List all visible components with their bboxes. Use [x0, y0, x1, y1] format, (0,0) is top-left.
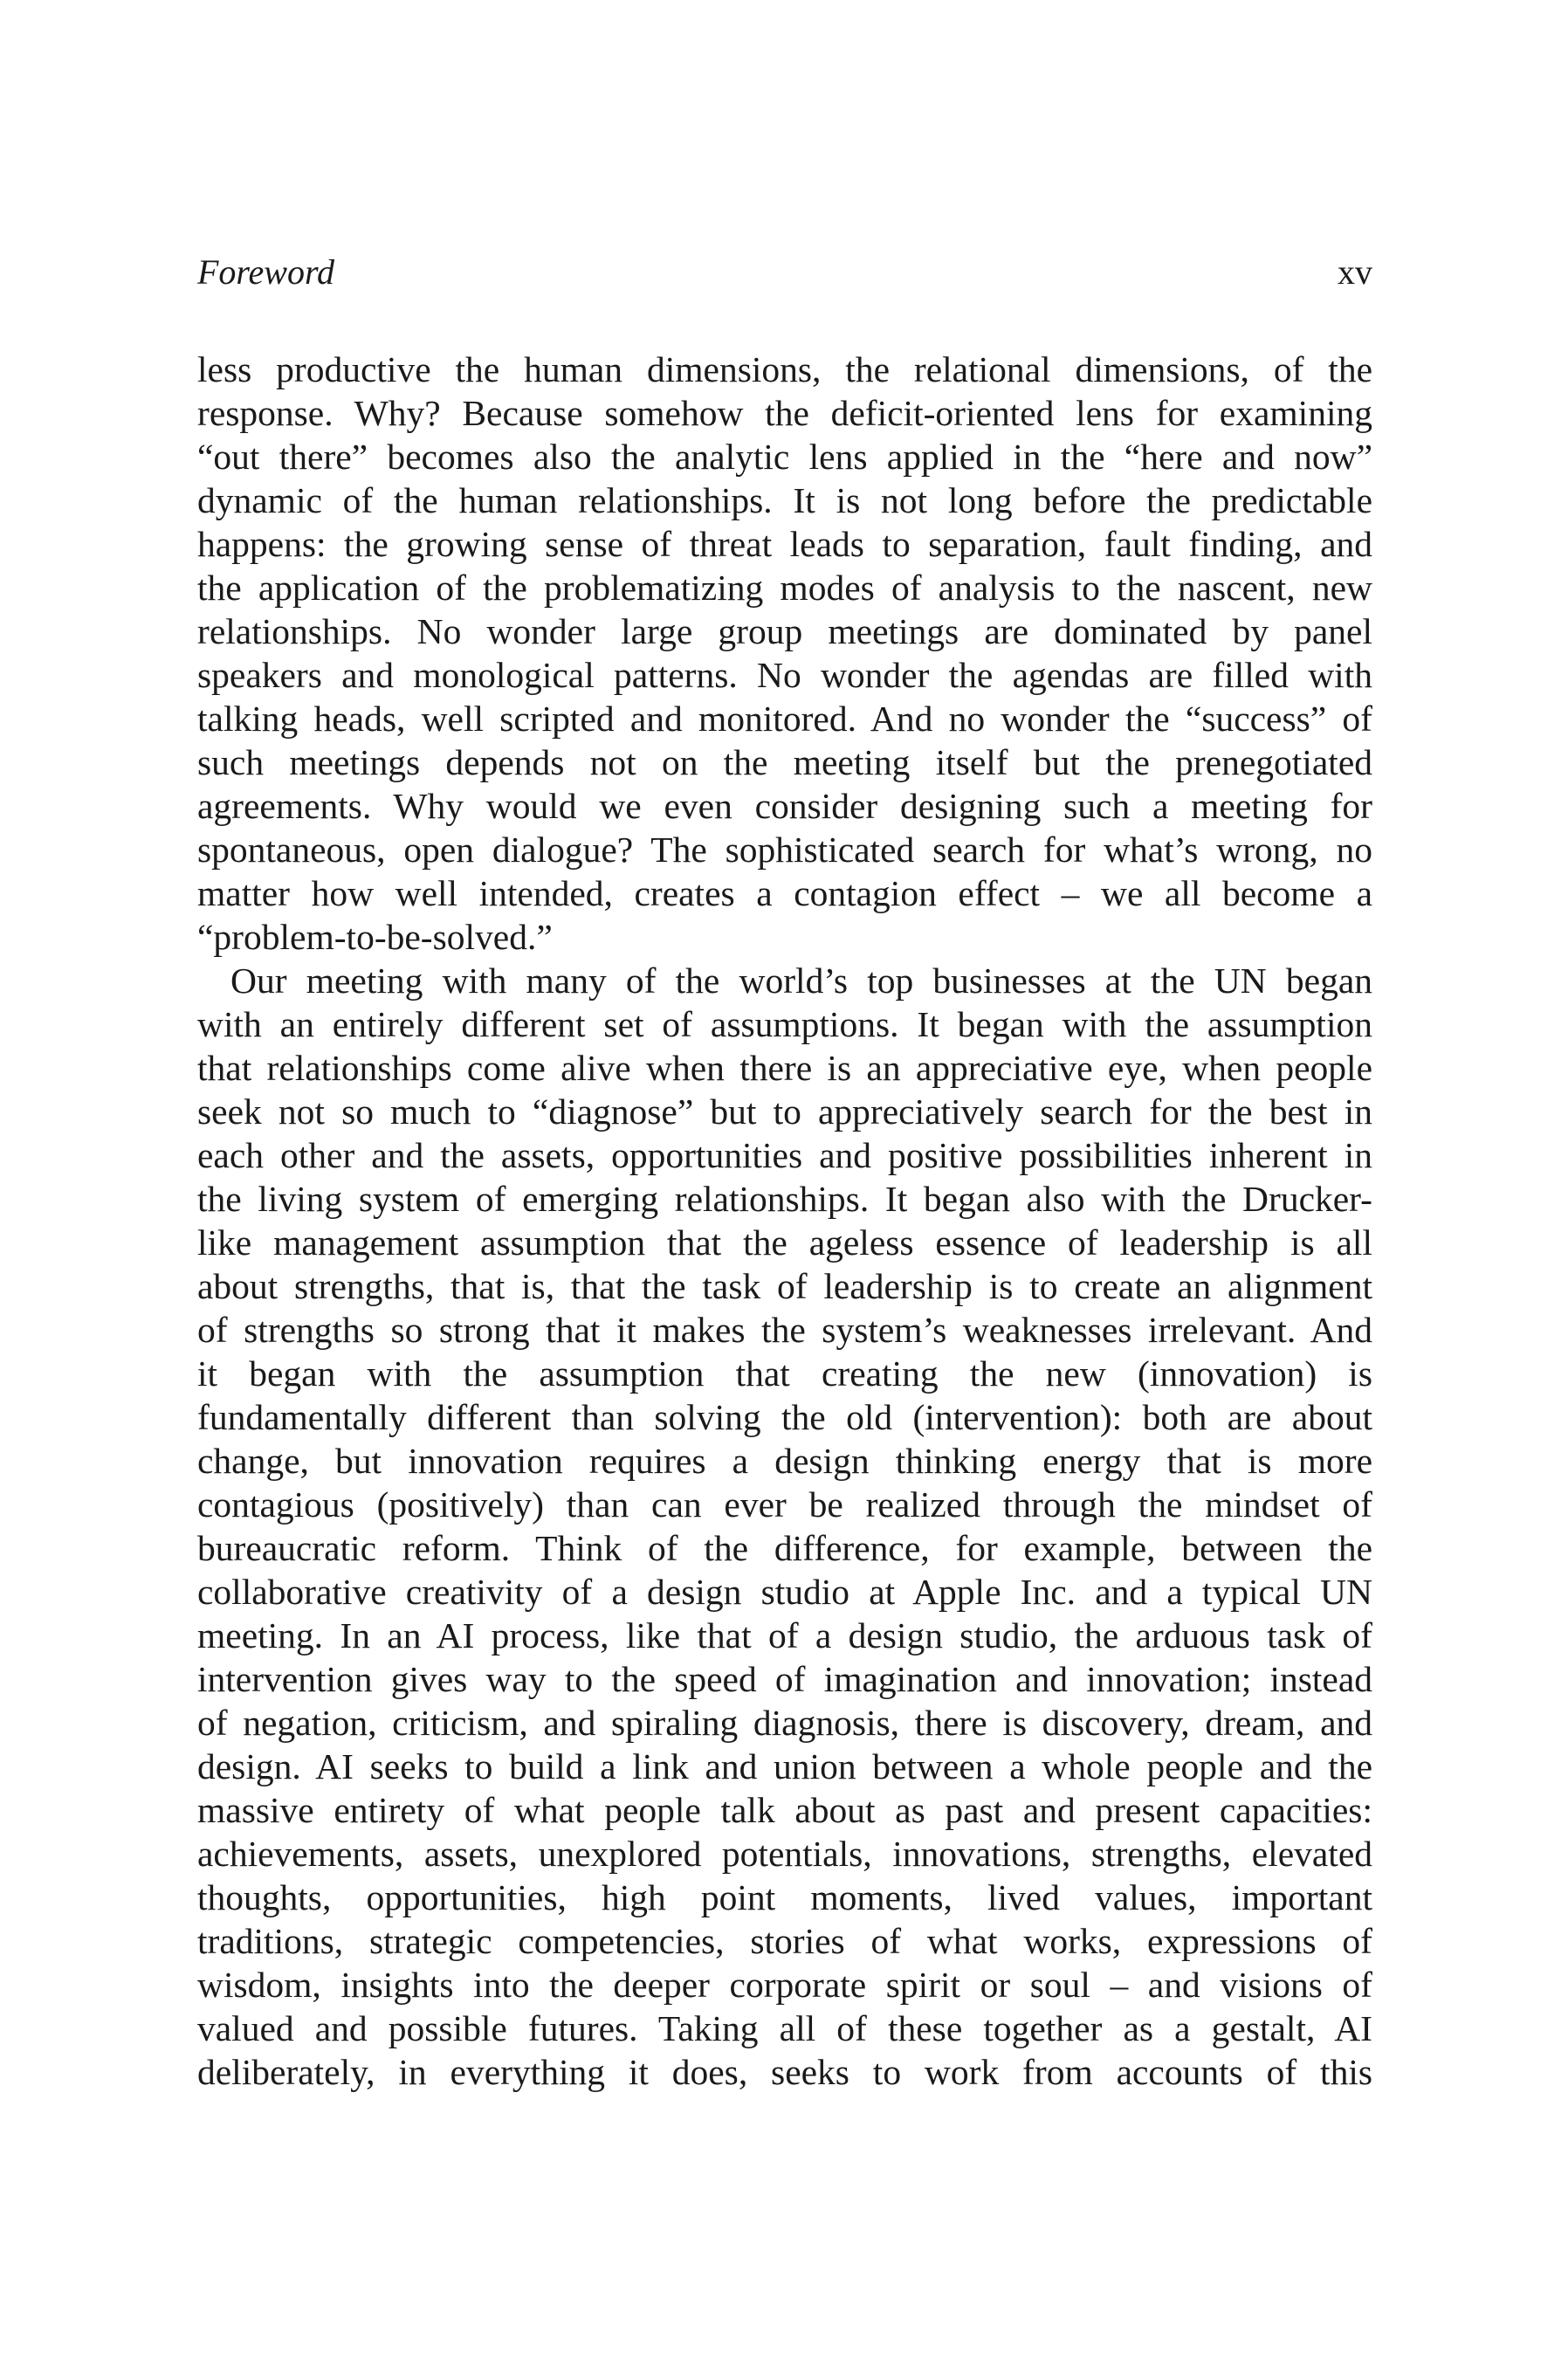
text-line: it began with the assumption that creating the new (innovation) is: [197, 1353, 1372, 1394]
running-head: [197, 246, 1372, 299]
text-line: collaborative creativity of a design studio at Apple Inc. and a typical UN: [197, 1572, 1372, 1612]
text-line: each other and the assets, opportunities and positive possibilities inherent in: [197, 1135, 1372, 1175]
text-line: “problem-to-be-solved.”: [197, 917, 553, 957]
text-line: massive entirety of what people talk about as past and present capacities:: [197, 1790, 1372, 1830]
text-line: about strengths, that is, that the task of leadership is to create an alignment: [197, 1266, 1372, 1306]
text-line: seek not so much to “diagnose” but to appreciatively search for the best in: [197, 1091, 1372, 1132]
text-line: traditions, strategic competencies, stories of what works, expressions of: [197, 1921, 1372, 1961]
text-line: like management assumption that the ageless essence of leadership is all: [197, 1222, 1372, 1263]
text-line: fundamentally different than solving the old (intervention): both are about: [197, 1397, 1372, 1437]
text-line: such meetings depends not on the meeting itself but the prenegotiated: [197, 742, 1372, 782]
text-line: thoughts, opportunities, high point moments, lived values, important: [197, 1877, 1372, 1917]
text-line: happens: the growing sense of threat leads to separation, fault finding, and: [197, 524, 1372, 564]
text-line: “out there” becomes also the analytic lens applied in the “here and now”: [197, 437, 1372, 477]
text-line: spontaneous, open dialogue? The sophisticated search for what’s wrong, no: [197, 829, 1372, 870]
running-title: Foreword: [197, 252, 335, 292]
text-line: meeting. In an AI process, like that of a design studio, the arduous task of: [197, 1615, 1372, 1655]
text-line: change, but innovation requires a design thinking energy that is more: [197, 1441, 1372, 1481]
text-line: valued and possible futures. Taking all of these together as a gestalt, AI: [197, 2008, 1372, 2048]
text-line: of strengths so strong that it makes the system’s weaknesses irrelevant. And: [197, 1310, 1372, 1350]
text-line: bureaucratic reform. Think of the difference, for example, between the: [197, 1528, 1372, 1568]
text-line: deliberately, in everything it does, seeks to work from accounts of this: [197, 2052, 1372, 2092]
text-line: speakers and monological patterns. No wonder the agendas are filled with: [197, 655, 1372, 695]
text-line: that relationships come alive when there is an appreciative eye, when people: [197, 1048, 1372, 1088]
text-line: dynamic of the human relationships. It is not long before the predictable: [197, 480, 1372, 520]
paragraph-2: [197, 959, 1372, 2094]
text-line: the living system of emerging relationships. It began also with the Drucker-: [197, 1179, 1372, 1219]
text-line: talking heads, well scripted and monitored. And no wonder the “success” of: [197, 699, 1372, 739]
text-line: contagious (positively) than can ever be realized through the mindset of: [197, 1484, 1372, 1525]
text-line: of negation, criticism, and spiraling diagnosis, there is discovery, dream, and: [197, 1703, 1372, 1743]
text-line: the application of the problematizing modes of analysis to the nascent, new: [197, 568, 1372, 608]
text-line: agreements. Why would we even consider designing such a meeting for: [197, 786, 1372, 826]
text-line: achievements, assets, unexplored potentials, innovations, strengths, elevated: [197, 1834, 1372, 1874]
text-line: response. Why? Because somehow the deficit-oriented lens for examining: [197, 393, 1372, 433]
page-number: xv: [1338, 252, 1372, 292]
text-line: relationships. No wonder large group meetings are dominated by panel: [197, 611, 1372, 651]
text-line: design. AI seeks to build a link and union between a whole people and the: [197, 1746, 1372, 1786]
paragraph-1: [197, 348, 1372, 959]
text-line: wisdom, insights into the deeper corporate spirit or soul – and visions of: [197, 1965, 1372, 2005]
text-line: intervention gives way to the speed of imagination and innovation; instead: [197, 1659, 1372, 1699]
body-text: [197, 348, 1372, 2094]
text-line: less productive the human dimensions, the relational dimensions, of the: [197, 349, 1372, 389]
text-line: with an entirely different set of assumptions. It began with the assumption: [197, 1004, 1372, 1044]
text-line: Our meeting with many of the world’s top businesses at the UN began: [230, 960, 1372, 1001]
text-line: matter how well intended, creates a contagion effect – we all become a: [197, 873, 1372, 913]
